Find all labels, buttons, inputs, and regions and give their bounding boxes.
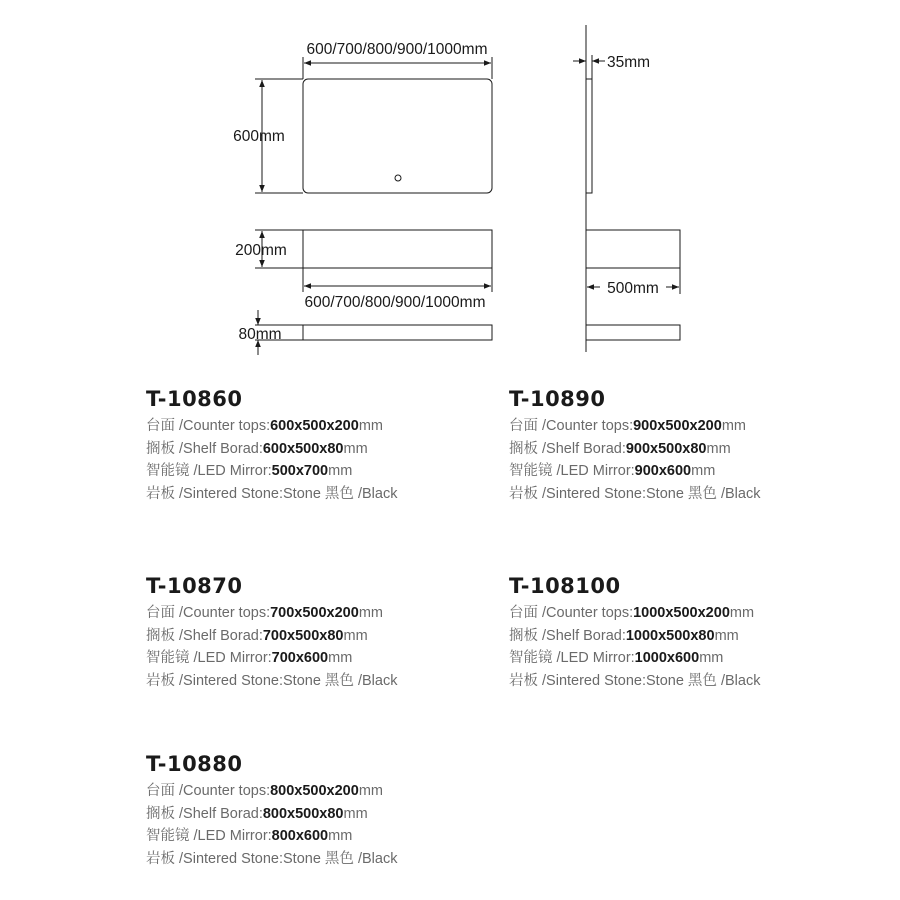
spec-value: 1000x500x80 [625,627,715,644]
spec-unit: mm [343,627,368,644]
spec-unit: mm [358,418,383,434]
model-number: T-108100 [509,574,621,598]
spec-unit: mm [729,605,755,621]
spec-row-sintered-stone [146,670,506,693]
spec-value: 900x600 [634,463,692,479]
spec-label: 岩板 /Sintered Stone:Stone 黑色 /Black [509,485,761,502]
spec-unit: mm [691,463,716,479]
spec-row-shelf [509,625,869,648]
spec-label: 智能镜 /LED Mirror: [146,650,272,666]
counter-height-label: 200mm [235,242,287,259]
side-thickness-label: 35mm [607,54,651,71]
spec-value: 700x600 [271,650,329,666]
mirror-front-outline [303,79,492,193]
spec-row-led-mirror [146,647,506,670]
spec-value: 900x500x200 [633,418,722,434]
spec-block-t10880 [146,751,506,870]
spec-label: 台面 /Counter tops: [509,605,634,621]
spec-block-t10890 [509,386,869,505]
spec-label: 岩板 /Sintered Stone:Stone 黑色 /Black [509,672,761,689]
spec-value: 1000x600 [634,650,700,666]
shelf-side-outline [586,325,680,340]
spec-label: 岩板 /Sintered Stone:Stone 黑色 /Black [146,485,398,502]
mirror-side-outline [586,79,592,193]
spec-value: 1000x500x200 [633,605,730,621]
spec-label: 智能镜 /LED Mirror: [146,828,272,844]
spec-unit: mm [343,440,368,457]
spec-value: 600x500x80 [262,440,344,457]
spec-row-sintered-stone [146,483,506,506]
spec-unit: mm [699,650,724,666]
spec-unit: mm [706,440,731,457]
spec-label: 台面 /Counter tops: [146,418,271,434]
side-depth-label: 500mm [607,280,659,297]
shelf-height-label: 80mm [238,326,282,343]
spec-row-shelf [146,625,506,648]
spec-label: 岩板 /Sintered Stone:Stone 黑色 /Black [146,850,398,867]
spec-row-led-mirror [146,825,506,848]
mirror-height-label: 600mm [233,128,285,145]
spec-label: 台面 /Counter tops: [509,418,634,434]
spec-label: 搁板 /Shelf Borad: [146,440,263,457]
spec-row-led-mirror [146,460,506,483]
mirror-width-label: 600/700/800/900/1000mm [306,41,488,58]
model-number: T-10880 [146,752,243,776]
spec-value: 700x500x80 [262,627,344,644]
counter-side-outline [586,230,680,268]
spec-unit: mm [721,418,746,434]
spec-row-counter-top [146,415,506,438]
spec-value: 800x500x200 [270,783,359,799]
spec-row-shelf [146,438,506,461]
spec-row-sintered-stone [146,848,506,871]
spec-label: 台面 /Counter tops: [146,783,271,799]
spec-label: 搁板 /Shelf Borad: [509,440,626,457]
spec-label: 智能镜 /LED Mirror: [509,463,635,479]
spec-unit: mm [343,805,368,822]
spec-row-sintered-stone [509,670,869,693]
spec-row-sintered-stone [509,483,869,506]
spec-value: 500x700 [271,463,329,479]
model-number: T-10860 [146,387,243,411]
spec-label: 搁板 /Shelf Borad: [509,627,626,644]
spec-unit: mm [328,828,353,844]
dimension-drawing [0,0,900,380]
spec-label: 智能镜 /LED Mirror: [509,650,635,666]
spec-block-t10860 [146,386,506,505]
spec-unit: mm [358,605,383,621]
spec-label: 岩板 /Sintered Stone:Stone 黑色 /Black [146,672,398,689]
spec-unit: mm [328,650,353,666]
spec-value: 600x500x200 [270,418,359,434]
spec-row-counter-top [146,602,506,625]
spec-row-shelf [509,438,869,461]
spec-block-t108100 [509,573,869,692]
spec-label: 智能镜 /LED Mirror: [146,463,272,479]
spec-row-counter-top [146,780,506,803]
model-number: T-10890 [509,387,606,411]
spec-label: 搁板 /Shelf Borad: [146,805,263,822]
spec-row-shelf [146,803,506,826]
spec-label: 台面 /Counter tops: [146,605,271,621]
spec-unit: mm [714,627,739,644]
spec-row-counter-top [509,415,869,438]
spec-value: 700x500x200 [270,605,359,621]
spec-block-t10870 [146,573,506,692]
spec-row-counter-top [509,602,869,625]
counter-front-outline [303,230,492,268]
spec-row-led-mirror [509,460,869,483]
spec-value: 900x500x80 [625,440,707,457]
counter-width-label: 600/700/800/900/1000mm [304,294,486,311]
spec-unit: mm [358,783,383,799]
spec-label: 搁板 /Shelf Borad: [146,627,263,644]
spec-value: 800x600 [271,828,329,844]
shelf-front-outline [303,325,492,340]
spec-unit: mm [328,463,353,479]
mirror-touch-sensor [395,175,401,181]
spec-row-led-mirror [509,647,869,670]
spec-value: 800x500x80 [262,805,344,822]
model-number: T-10870 [146,574,243,598]
